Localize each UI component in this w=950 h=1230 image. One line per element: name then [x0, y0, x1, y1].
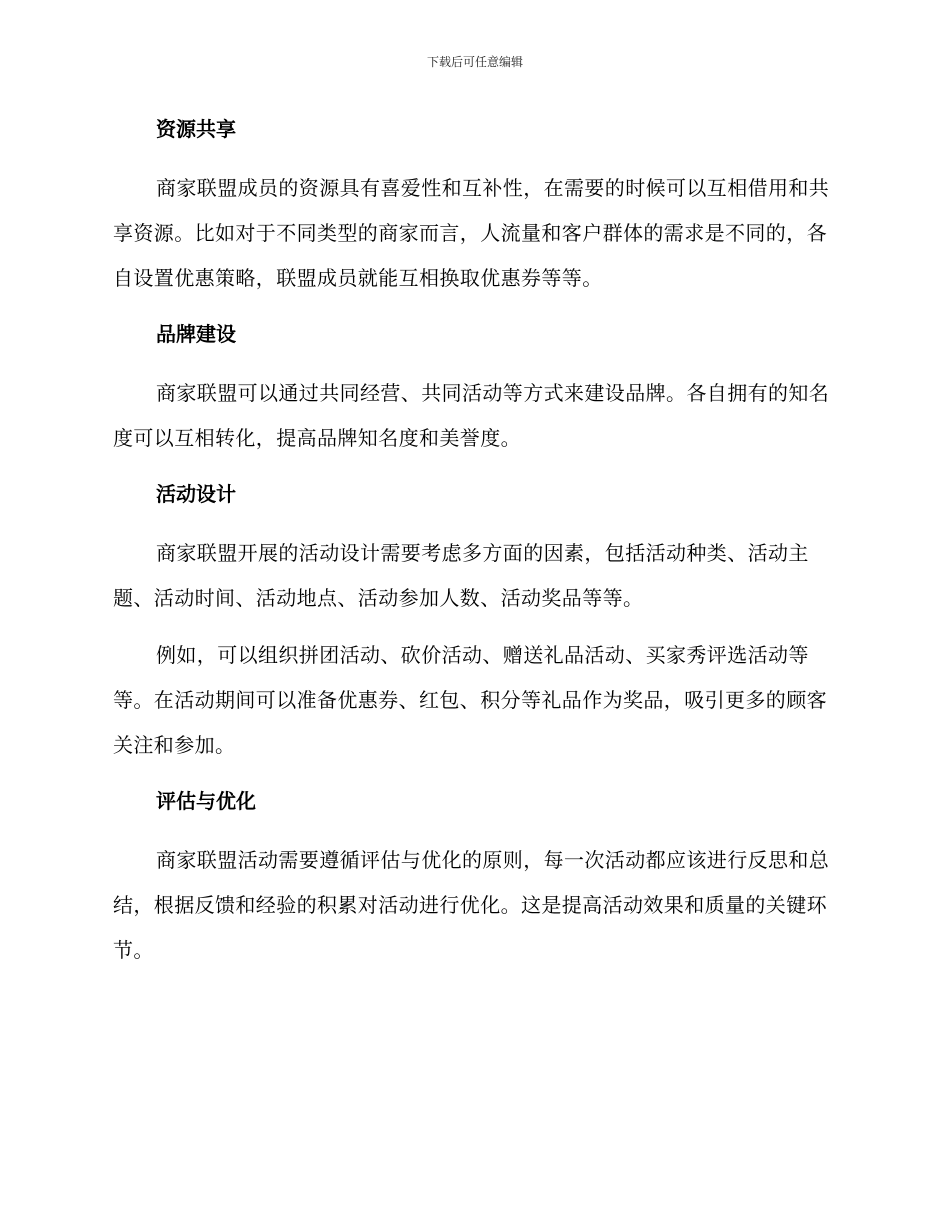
paragraph: 商家联盟成员的资源具有喜爱性和互补性，在需要的时候可以互相借用和共享资源。比如对于不同类型的商家而言，人流量和客户群体的需求是不同的，各自设置优惠策略，联盟成员就能互相换取优惠券等等。	[113, 176, 830, 290]
section-heading: 活动设计	[156, 482, 236, 506]
paragraph: 例如，可以组织拼团活动、砍价活动、赠送礼品活动、买家秀评选活动等等。在活动期间可以准备优惠券、红包、积分等礼品作为奖品，吸引更多的顾客关注和参加。	[113, 643, 827, 757]
section-heading: 资源共享	[156, 117, 236, 141]
section-evaluation-optimization	[113, 784, 837, 973]
section-heading: 评估与优化	[156, 789, 256, 813]
page-header: 下载后可任意编辑	[426, 55, 523, 69]
section-heading: 品牌建设	[156, 322, 236, 346]
section-activity-design	[113, 477, 837, 768]
section-resource-sharing	[113, 112, 837, 301]
paragraph: 商家联盟可以通过共同经营、共同活动等方式来建设品牌。各自拥有的知名度可以互相转化，提高品牌知名度和美誉度。	[113, 381, 830, 450]
document-body	[113, 112, 837, 973]
paragraph: 商家联盟活动需要遵循评估与优化的原则，每一次活动都应该进行反思和总结，根据反馈和经验的积累对活动进行优化。这是提高活动效果和质量的关键环节。	[113, 848, 830, 962]
paragraph: 商家联盟开展的活动设计需要考虑多方面的因素，包括活动种类、活动主题、活动时间、活动地点、活动参加人数、活动奖品等等。	[113, 541, 809, 610]
section-brand-building	[113, 317, 837, 461]
